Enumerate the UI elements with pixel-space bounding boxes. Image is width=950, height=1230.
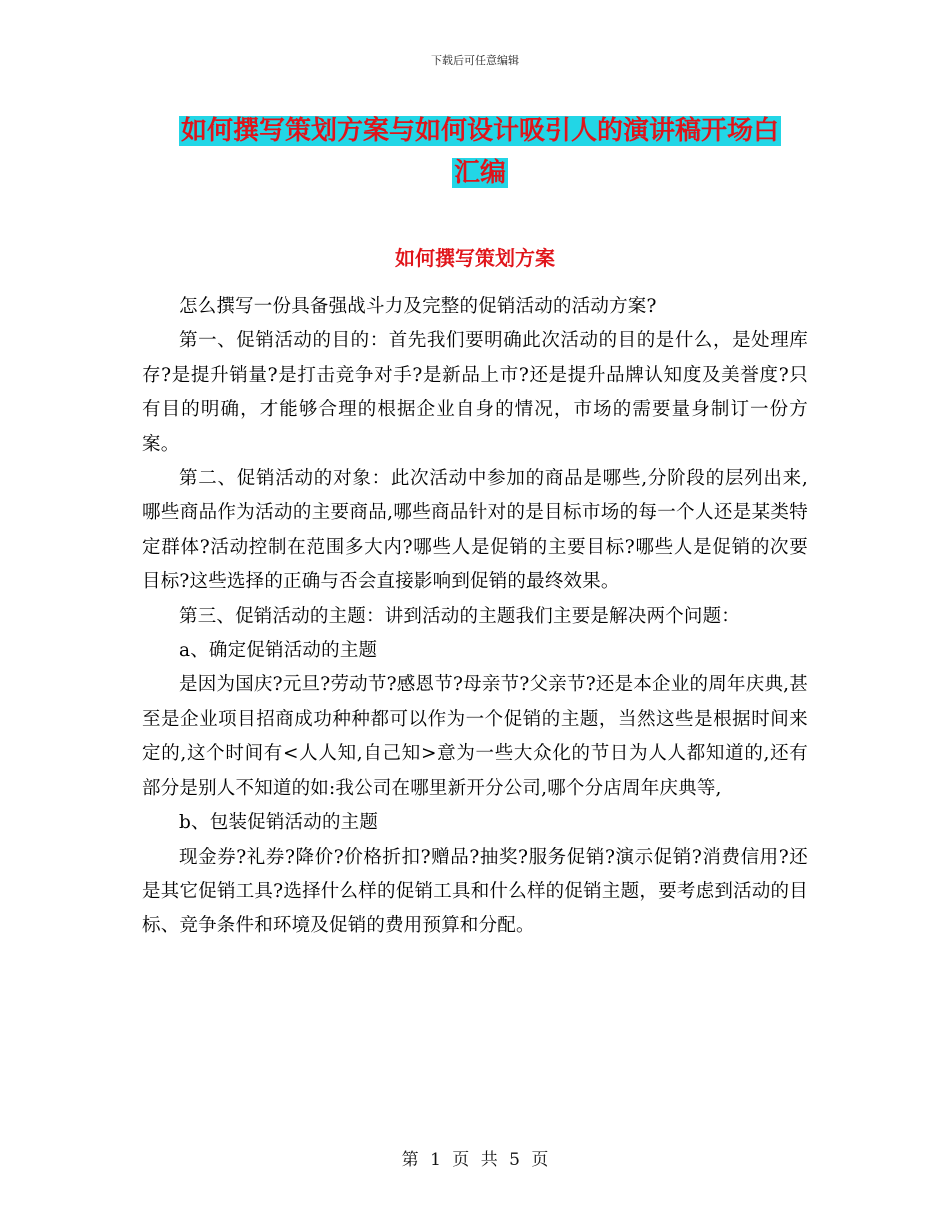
paragraph: b、包装促销活动的主题 <box>179 812 379 834</box>
paragraph: 怎么撰写一份具备强战斗力及完整的促销活动的活动方案? <box>179 296 657 317</box>
document-title <box>140 110 820 194</box>
body-text <box>142 290 808 944</box>
paragraph: 现金券?礼券?降价?价格折扣?赠品?抽奖?服务促销?演示促销?消费信用?还是其它促销工具?选择什么样的促销工具和什么样的促销主题，要考虑到活动的目标、竞争条件和环境及促销的费用预算和分配。 <box>142 846 808 937</box>
paragraph: a、确定促销活动的主题 <box>179 640 378 662</box>
section-title: 如何撰写策划方案 <box>395 246 555 270</box>
document-title-line-1: 如何撰写策划方案与如何设计吸引人的演讲稿开场白 <box>180 116 779 146</box>
document-title-line-2: 汇编 <box>453 158 506 188</box>
paragraph: 是因为国庆?元旦?劳动节?感恩节?母亲节?父亲节?还是本企业的周年庆典,甚至是企业项目招商成功种种都可以作为一个促销的主题，当然这些是根据时间来定的,这个时间有<人人知,自己知>意为一些大众化的节日为人人都知道的,还有部分是别人不知道的如:我公司在哪里新开分公司,哪个分店周年庆典等, <box>142 674 808 799</box>
paragraph: 第一、促销活动的目的：首先我们要明确此次活动的目的是什么，是处理库存?是提升销量?是打击竞争对手?是新品上市?还是提升品牌认知度及美誉度?只有目的明确，才能够合理的根据企业自身的情况，市场的需要量身制订一份方案。 <box>142 330 808 455</box>
paragraph: 第二、促销活动的对象：此次活动中参加的商品是哪些,分阶段的层列出来,哪些商品作为活动的主要商品,哪些商品针对的是目标市场的每一个人还是某类特定群体?活动控制在范围多大内?哪些人是促销的主要目标?哪些人是促销的次要目标?这些选择的正确与否会直接影响到促销的最终效果。 <box>142 468 808 593</box>
paragraph: 第三、促销活动的主题：讲到活动的主题我们主要是解决两个问题： <box>179 605 741 627</box>
page-footer: 第 1 页 共 5 页 <box>401 1150 549 1170</box>
page-header: 下载后可任意编辑 <box>431 54 519 67</box>
